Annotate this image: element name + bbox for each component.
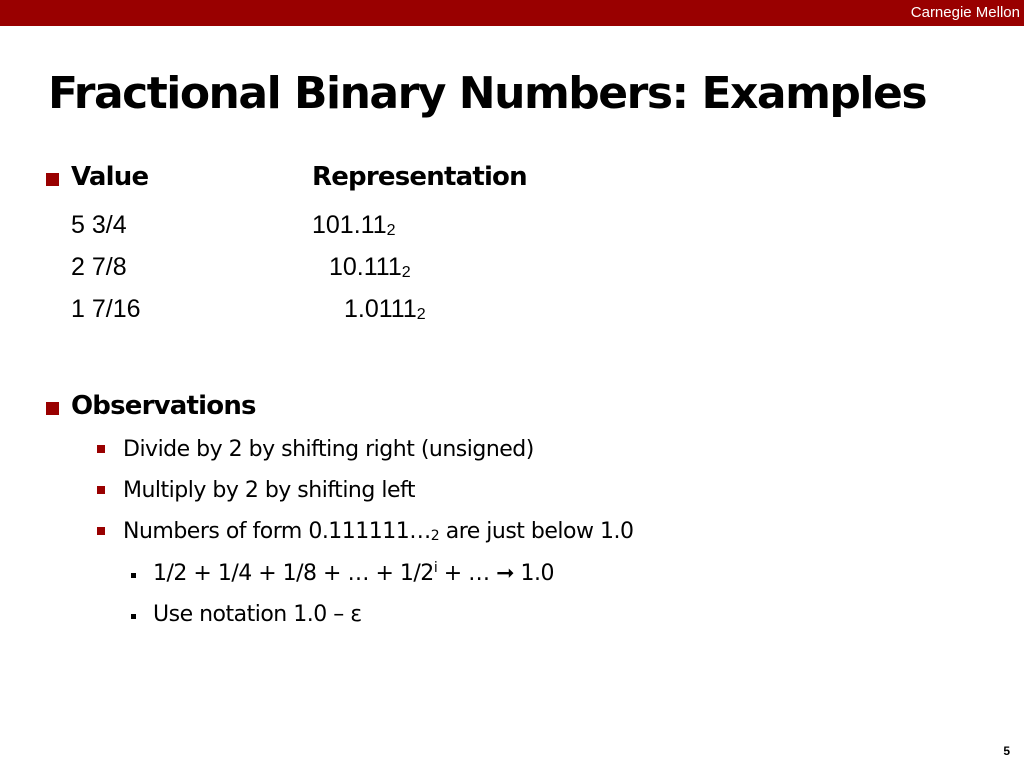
row-value: 1 7/16	[71, 295, 141, 323]
base-subscript: 2	[430, 528, 440, 544]
bullet-square-icon	[46, 173, 59, 186]
series-sum-item: 1/2 + 1/4 + 1/8 + … + $1/2^i$ + … ➞ 1.0	[153, 560, 555, 586]
row-value: 5 3/4	[71, 211, 127, 239]
sub-bullet-icon	[97, 527, 105, 535]
bullet-square-icon	[46, 402, 59, 415]
slide-title: Fractional Binary Numbers: Examples	[48, 68, 927, 119]
observations-heading: Observations	[71, 391, 256, 421]
observation-item: Divide by 2 by shifting right (unsigned)	[123, 437, 534, 462]
base-subscript: 2	[386, 222, 396, 239]
observation-item: Multiply by 2 by shifting left	[123, 478, 415, 503]
arrow-right-icon: ➞	[496, 561, 515, 586]
third-level-bullet-icon	[131, 573, 136, 578]
exponent-superscript: i	[433, 560, 438, 576]
row-value: 2 7/8	[71, 253, 127, 281]
header-bar	[0, 0, 1024, 26]
row-representation: $101.11_2$	[312, 211, 396, 239]
third-level-bullet-icon	[131, 614, 136, 619]
notation-item: Use notation 1.0 – ε	[153, 602, 362, 627]
row-representation: $1.0111_2$	[344, 295, 426, 323]
brand-label: Carnegie Mellon	[910, 4, 1020, 21]
sub-bullet-icon	[97, 486, 105, 494]
representation-header: Representation	[312, 162, 527, 192]
value-header: Value	[71, 162, 149, 192]
page-number: 5	[1003, 744, 1010, 758]
row-representation: $10.111_2$	[329, 253, 411, 281]
base-subscript: 2	[416, 306, 426, 323]
observation-item-form: Numbers of form $0.111111\dots_2$ are just below 1.0	[123, 519, 634, 544]
sub-bullet-icon	[97, 445, 105, 453]
base-subscript: 2	[401, 264, 411, 281]
